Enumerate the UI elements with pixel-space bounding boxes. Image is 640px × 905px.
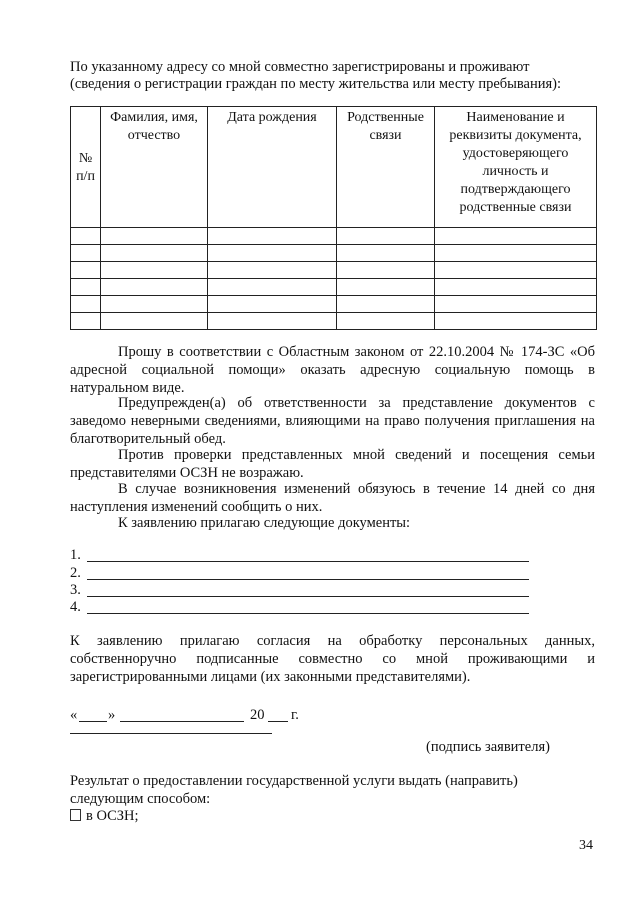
cell[interactable]: [208, 313, 337, 330]
signature-field[interactable]: [70, 733, 272, 734]
table-row: [71, 313, 597, 330]
header-relation: Родственные связи: [337, 107, 435, 228]
result-option-label: в ОСЗН;: [86, 808, 139, 824]
attachments-heading: К заявлению прилагаю следующие документы:: [118, 515, 411, 531]
cell[interactable]: [101, 279, 208, 296]
doc-item-number: 3.: [70, 582, 81, 598]
cell[interactable]: [71, 313, 101, 330]
header-num: № п/п: [71, 107, 101, 228]
cell[interactable]: [435, 228, 597, 245]
cell[interactable]: [435, 279, 597, 296]
cell[interactable]: [208, 262, 337, 279]
date-year-prefix: 20: [250, 707, 265, 723]
cell[interactable]: [71, 279, 101, 296]
date-month-field[interactable]: [120, 721, 244, 722]
cell[interactable]: [71, 296, 101, 313]
table-header-row: [71, 107, 597, 228]
cell[interactable]: [208, 228, 337, 245]
intro-line-2: (сведения о регистрации граждан по месту жительства или месту пребывания):: [70, 76, 562, 92]
intro-line-1: По указанному адресу со мной совместно зарегистрированы и проживают: [70, 59, 530, 75]
cell[interactable]: [337, 313, 435, 330]
date-day-field[interactable]: [79, 721, 107, 722]
cell[interactable]: [71, 228, 101, 245]
cell[interactable]: [337, 262, 435, 279]
result-line-1: Результат о предоставлении государственной услуги выдать (направить): [70, 773, 518, 789]
doc-item-4-field[interactable]: [87, 613, 529, 614]
cell[interactable]: [101, 313, 208, 330]
responsibility-paragraph: Предупрежден(а) об ответственности за представление документов с заведомо неверными сведениями, влияющими на право получения приглашения на благотворительный обед.: [70, 395, 595, 447]
doc-item-2-field[interactable]: [87, 579, 529, 580]
cell[interactable]: [71, 262, 101, 279]
cell[interactable]: [337, 279, 435, 296]
cell[interactable]: [337, 245, 435, 262]
cell[interactable]: [208, 296, 337, 313]
cell[interactable]: [101, 296, 208, 313]
cell[interactable]: [71, 245, 101, 262]
date-year-suffix: г.: [291, 707, 299, 723]
doc-item-number: 2.: [70, 565, 81, 581]
header-document: Наименование и реквизиты документа, удостоверяющего личность и подтверждающего родственные связи: [435, 107, 597, 228]
doc-item-3: [70, 581, 81, 599]
table-row: [71, 279, 597, 296]
registered-persons-table: [70, 106, 597, 330]
cell[interactable]: [435, 296, 597, 313]
cell[interactable]: [101, 245, 208, 262]
doc-item-1-field[interactable]: [87, 561, 529, 562]
verification-paragraph: Против проверки представленных мной сведений и посещения семьи представителями ОСЗН не возражаю.: [70, 447, 595, 481]
doc-item-1: [70, 546, 81, 564]
changes-paragraph: В случае возникновения изменений обязуюсь в течение 14 дней со дня наступления изменений сообщить о них.: [70, 481, 595, 515]
cell[interactable]: [435, 313, 597, 330]
cell[interactable]: [208, 245, 337, 262]
checkbox-oszn[interactable]: [70, 809, 81, 821]
result-option-oszn: [70, 807, 139, 825]
consent-paragraph: К заявлению прилагаю согласия на обработку персональных данных, собственноручно подписанные совместно со мной проживающими и зарегистрированными лицами (их законными представителями).: [70, 633, 595, 685]
cell[interactable]: [208, 279, 337, 296]
date-open-quote: «: [70, 707, 78, 723]
cell[interactable]: [101, 228, 208, 245]
doc-item-3-field[interactable]: [87, 596, 529, 597]
cell[interactable]: [435, 262, 597, 279]
doc-item-4: [70, 598, 81, 616]
cell[interactable]: [435, 245, 597, 262]
cell[interactable]: [337, 296, 435, 313]
doc-item-2: [70, 564, 81, 582]
request-paragraph: Прошу в соответствии с Областным законом от 22.10.2004 № 174-ЗС «Об адресной социальной помощи» оказать адресную социальную помощь в натуральном виде.: [70, 344, 595, 396]
table-row: [71, 245, 597, 262]
header-dob: Дата рождения: [208, 107, 337, 228]
header-name: Фамилия, имя, отчество: [101, 107, 208, 228]
doc-item-number: 4.: [70, 599, 81, 615]
page-number: 34: [579, 838, 593, 853]
table-row: [71, 296, 597, 313]
signature-label: (подпись заявителя): [426, 739, 550, 755]
date-close-quote: »: [108, 707, 116, 723]
result-line-2: следующим способом:: [70, 791, 211, 807]
doc-item-number: 1.: [70, 547, 81, 563]
date-year-field[interactable]: [268, 721, 288, 722]
table-row: [71, 228, 597, 245]
table-row: [71, 262, 597, 279]
cell[interactable]: [337, 228, 435, 245]
cell[interactable]: [101, 262, 208, 279]
